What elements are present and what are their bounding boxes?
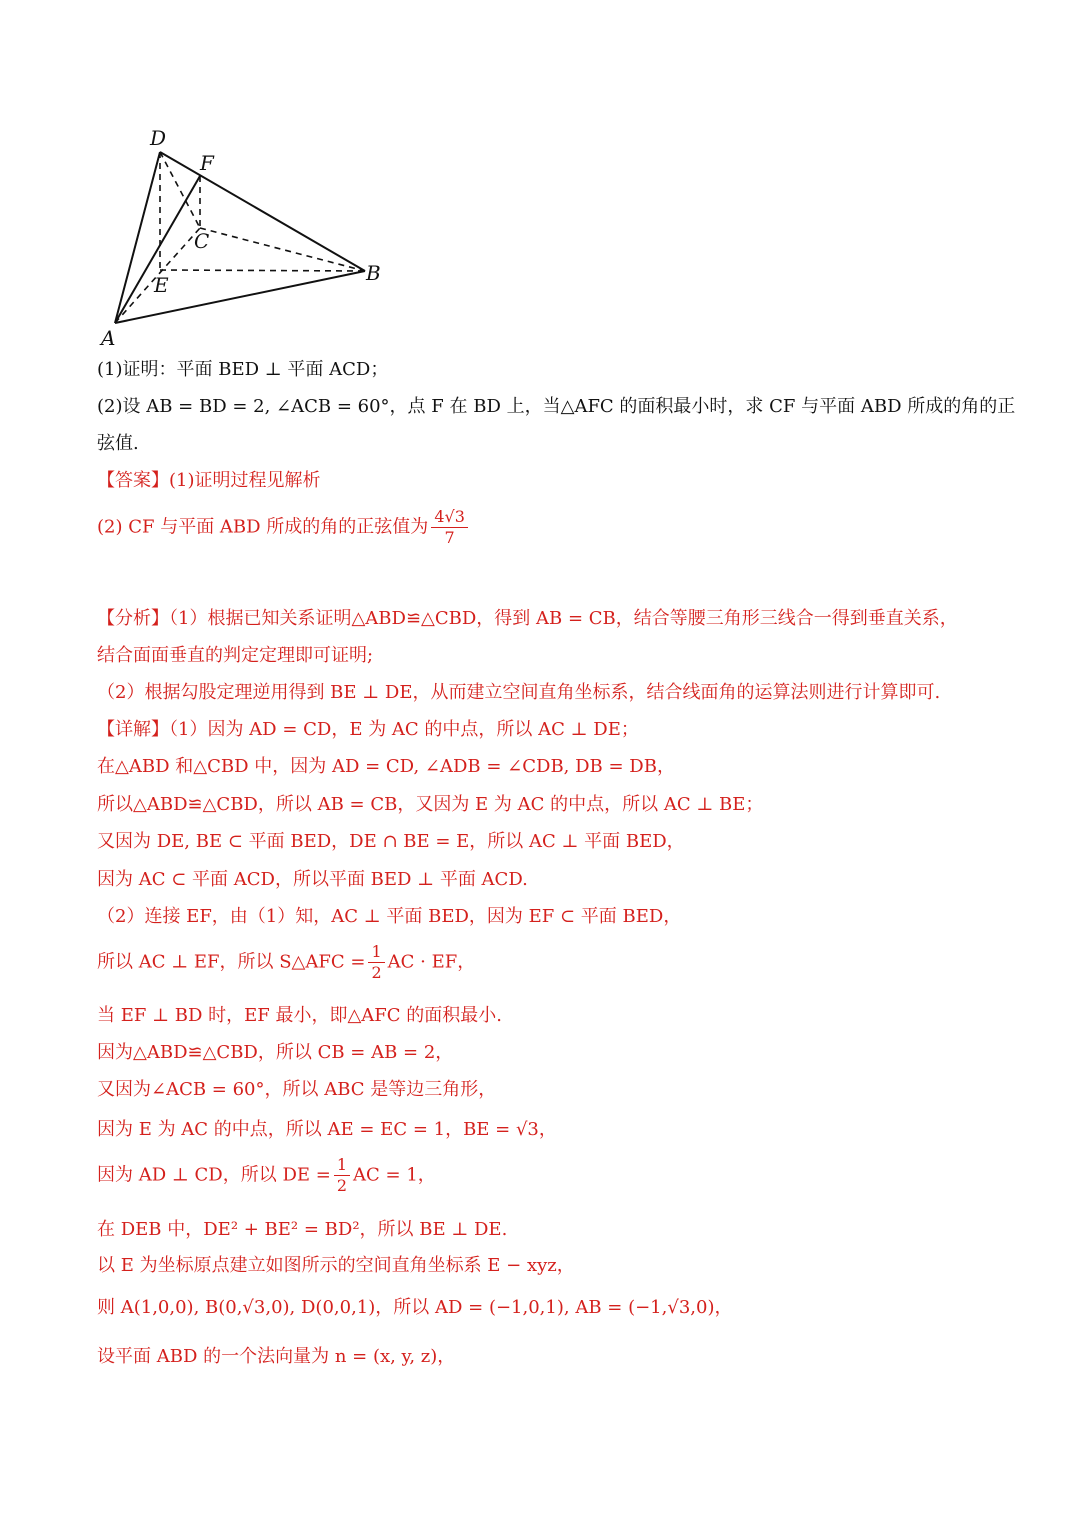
question-part-2-cont: 弦值. — [97, 433, 139, 454]
fraction-denominator: 2 — [371, 963, 382, 982]
solution-line-3: 所以△ABD≌△CBD，所以 AB = CB，又因为 E 为 AC 的中点，所以 AC ⊥ BE； — [97, 794, 764, 815]
solution-line-15: 则 A(1,0,0), B(0,√3,0), D(0,0,1)，所以 AD = (−1,0,1), AB = (−1,√3,0)， — [97, 1297, 733, 1318]
answer-part-2-text: (2) CF 与平面 ABD 所成的角的正弦值为 — [97, 516, 429, 538]
solution-line-7 — [97, 944, 475, 981]
solution-line-2: 在△ABD 和△CBD 中，因为 AD = CD, ∠ADB = ∠CDB, DB = DB， — [97, 756, 675, 777]
edge-CB — [200, 228, 365, 271]
fraction-numerator: 1 — [334, 1157, 350, 1176]
solution-line-12-suffix: AC = 1， — [353, 1164, 436, 1186]
fraction-half — [368, 944, 384, 981]
edge-EB — [160, 270, 365, 271]
question-part-2: (2)设 AB = BD = 2, ∠ACB = 60°，点 F 在 BD 上，当△AFC 的面积最小时，求 CF 与平面 ABD 所成的角的正 — [97, 396, 1016, 417]
solution-line-6: （2）连接 EF，由（1）知，AC ⊥ 平面 BED，因为 EF ⊂ 平面 BED， — [97, 906, 682, 927]
solution-line-16: 设平面 ABD 的一个法向量为 n = (x, y, z)， — [97, 1346, 456, 1367]
answer-part-2 — [97, 509, 471, 546]
analysis-line-2: 结合面面垂直的判定定理即可证明; — [97, 645, 374, 666]
analysis-line-1: 【分析】（1）根据已知关系证明△ABD≌△CBD，得到 AB = CB，结合等腰三角形三线合一得到垂直关系， — [97, 608, 958, 629]
solution-line-12-text: 因为 AD ⊥ CD，所以 DE = — [97, 1164, 331, 1186]
label-F: F — [200, 151, 214, 175]
answer-fraction-denominator: 7 — [444, 528, 455, 547]
solution-line-14: 以 E 为坐标原点建立如图所示的空间直角坐标系 E − xyz， — [97, 1255, 575, 1276]
answer-part-1: 【答案】(1)证明过程见解析 — [97, 470, 321, 491]
solution-line-10: 又因为∠ACB = 60°，所以 ABC 是等边三角形， — [97, 1079, 497, 1100]
label-C: C — [194, 229, 210, 253]
answer-fraction-numerator: 4√3 — [431, 509, 468, 528]
solution-line-8: 当 EF ⊥ BD 时，EF 最小，即△AFC 的面积最小. — [97, 1005, 502, 1026]
edge-AF — [115, 176, 200, 323]
solution-line-7-text: 所以 AC ⊥ EF，所以 S△AFC = — [97, 951, 366, 973]
label-A: A — [101, 326, 116, 350]
question-part-1: (1)证明：平面 BED ⊥ 平面 ACD； — [97, 359, 389, 380]
solution-line-7-suffix: AC · EF， — [387, 951, 476, 973]
edge-AB — [115, 271, 365, 323]
solution-line-11: 因为 E 为 AC 的中点，所以 AE = EC = 1，BE = √3， — [97, 1119, 557, 1140]
label-E: E — [154, 273, 169, 297]
solution-line-4: 又因为 DE, BE ⊂ 平面 BED，DE ∩ BE = E，所以 AC ⊥ 平面 BED， — [97, 831, 685, 852]
solution-line-12 — [97, 1157, 436, 1194]
solution-line-5: 因为 AC ⊂ 平面 ACD，所以平面 BED ⊥ 平面 ACD. — [97, 869, 528, 890]
answer-fraction — [431, 509, 468, 546]
solution-line-1: 【详解】（1）因为 AD = CD，E 为 AC 的中点，所以 AC ⊥ DE； — [97, 719, 639, 740]
label-D: D — [150, 126, 167, 150]
fraction-numerator: 1 — [368, 944, 384, 963]
analysis-line-3: （2）根据勾股定理逆用得到 BE ⊥ DE，从而建立空间直角坐标系，结合线面角的运算法则进行计算即可. — [97, 682, 941, 703]
geometry-figure — [90, 120, 490, 360]
label-B: B — [366, 261, 381, 285]
solution-line-9: 因为△ABD≌△CBD，所以 CB = AB = 2， — [97, 1042, 454, 1063]
fraction-denominator: 2 — [336, 1176, 348, 1195]
solution-line-13: 在 DEB 中，DE² + BE² = BD²，所以 BE ⊥ DE. — [97, 1219, 508, 1240]
fraction-half — [334, 1157, 350, 1194]
